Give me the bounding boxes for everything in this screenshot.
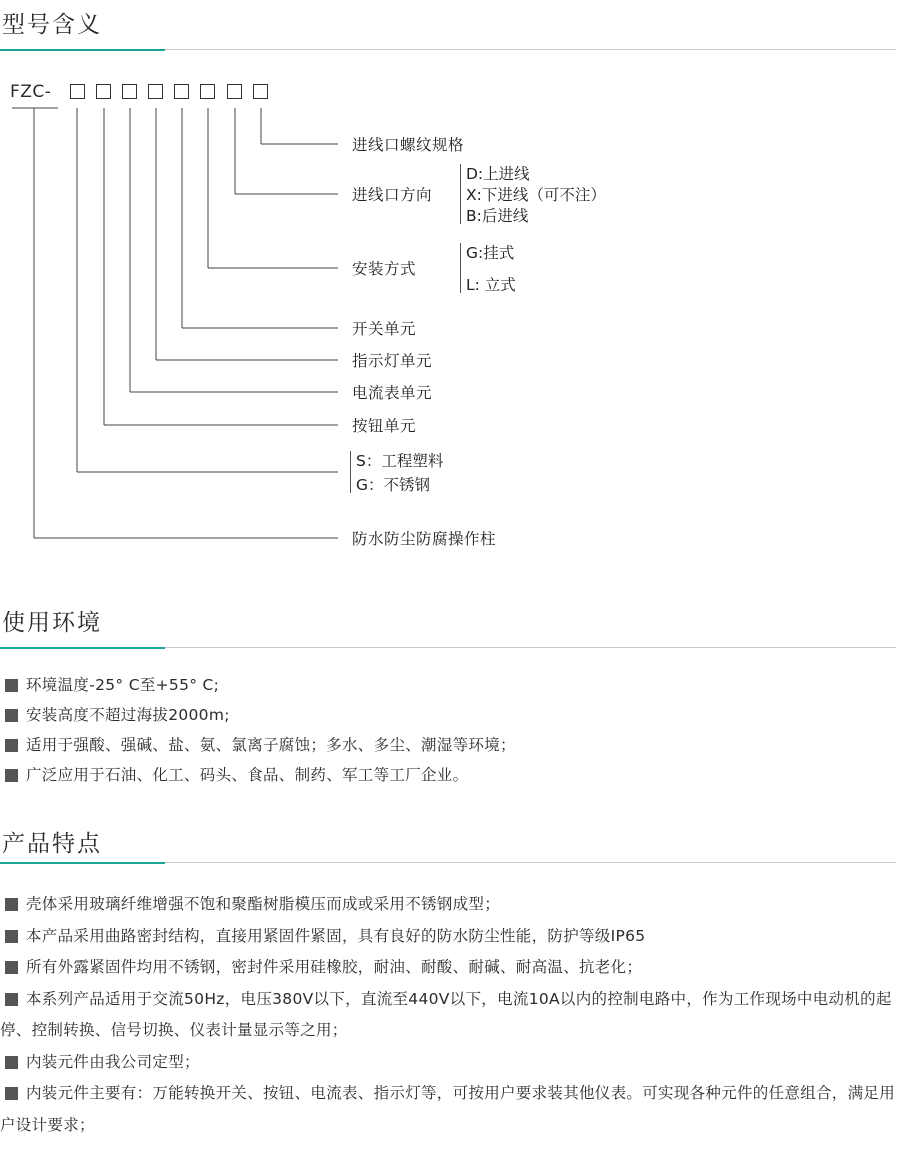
- features-list: [0, 889, 900, 1141]
- list-item: [0, 730, 900, 760]
- diagram-label: 进线口螺纹规格: [352, 136, 465, 154]
- model-code-slot-box: [122, 84, 137, 99]
- square-bullet-icon: [5, 1056, 18, 1069]
- diagram-option: B:后进线: [466, 207, 529, 225]
- list-item: [0, 670, 900, 700]
- diagram-label: 指示灯单元: [352, 352, 433, 370]
- options-bracket: [460, 164, 461, 224]
- model-code-slot-box: [227, 84, 242, 99]
- diagram-option: D:上进线: [466, 165, 530, 183]
- model-code-slot-box: [174, 84, 189, 99]
- diagram-option: G：不锈钢: [356, 476, 431, 494]
- list-item: [0, 952, 900, 984]
- model-code-slot-box: [70, 84, 85, 99]
- model-code-slot-box: [253, 84, 268, 99]
- square-bullet-icon: [5, 993, 18, 1006]
- section-title-environment: 使用环境: [2, 610, 102, 636]
- list-item: [0, 921, 900, 953]
- diagram-option: X:下进线（可不注）: [466, 186, 606, 204]
- square-bullet-icon: [5, 679, 18, 692]
- diagram-option: S：工程塑料: [356, 452, 444, 470]
- diagram-option: G:挂式: [466, 244, 515, 262]
- section-divider-environment: [0, 647, 900, 649]
- list-item: [0, 760, 900, 790]
- diagram-label: 进线口方向: [352, 186, 433, 204]
- list-item-text: 内装元件主要有：万能转换开关、按钮、电流表、指示灯等，可按用户要求装其他仪表。可实现各种元件的任意组合，满足用户设计要求；: [0, 1084, 896, 1134]
- model-code-slot-box: [148, 84, 163, 99]
- diagram-label: 按钮单元: [352, 417, 417, 435]
- environment-list: [0, 670, 900, 790]
- list-item: [0, 889, 900, 921]
- section-title-features: 产品特点: [2, 831, 102, 857]
- diagram-label: 安装方式: [352, 260, 417, 278]
- diagram-label: 防水防尘防腐操作柱: [352, 530, 497, 548]
- list-item-text: 所有外露紧固件均用不锈钢，密封件采用硅橡胶，耐油、耐酸、耐碱、耐高温、抗老化；: [26, 958, 643, 976]
- list-item: [0, 984, 900, 1047]
- list-item-text: 安装高度不超过海拔2000m;: [26, 706, 230, 724]
- square-bullet-icon: [5, 769, 18, 782]
- list-item: [0, 1047, 900, 1079]
- model-code-prefix: FZC-: [10, 82, 52, 102]
- square-bullet-icon: [5, 898, 18, 911]
- list-item: [0, 1078, 900, 1141]
- list-item-text: 壳体采用玻璃纤维增强不饱和聚酯树脂模压而成或采用不锈钢成型；: [26, 895, 501, 913]
- options-bracket: [460, 243, 461, 293]
- model-code-slot-box: [200, 84, 215, 99]
- square-bullet-icon: [5, 1087, 18, 1100]
- options-bracket: [350, 451, 351, 493]
- list-item-text: 本系列产品适用于交流50Hz，电压380V以下，直流至440V以下，电流10A以内的控制电路中，作为工作现场中电动机的起停、控制转换、信号切换、仪表计量显示等之用；: [0, 989, 892, 1039]
- section-divider-features: [0, 862, 900, 864]
- section-divider-model: [0, 49, 900, 51]
- list-item: [0, 700, 900, 730]
- square-bullet-icon: [5, 930, 18, 943]
- diagram-label: 电流表单元: [352, 384, 433, 402]
- list-item-text: 本产品采用曲路密封结构，直接用紧固件紧固，具有良好的防水防尘性能，防护等级IP65: [26, 926, 646, 945]
- model-code-diagram: [0, 70, 900, 570]
- list-item-text: 内装元件由我公司定型；: [26, 1052, 200, 1071]
- diagram-option: L: 立式: [466, 276, 516, 294]
- square-bullet-icon: [5, 961, 18, 974]
- square-bullet-icon: [5, 739, 18, 752]
- list-item-text: 适用于强酸、强碱、盐、氨、氯离子腐蚀；多水、多尘、潮湿等环境；: [26, 736, 516, 754]
- diagram-label: 开关单元: [352, 320, 417, 338]
- list-item-text: 环境温度-25° C至+55° C;: [26, 676, 220, 694]
- model-code-slot-box: [96, 84, 111, 99]
- square-bullet-icon: [5, 709, 18, 722]
- list-item-text: 广泛应用于石油、化工、码头、食品、制药、军工等工厂企业。: [26, 766, 469, 784]
- section-title-model: 型号含义: [2, 12, 102, 38]
